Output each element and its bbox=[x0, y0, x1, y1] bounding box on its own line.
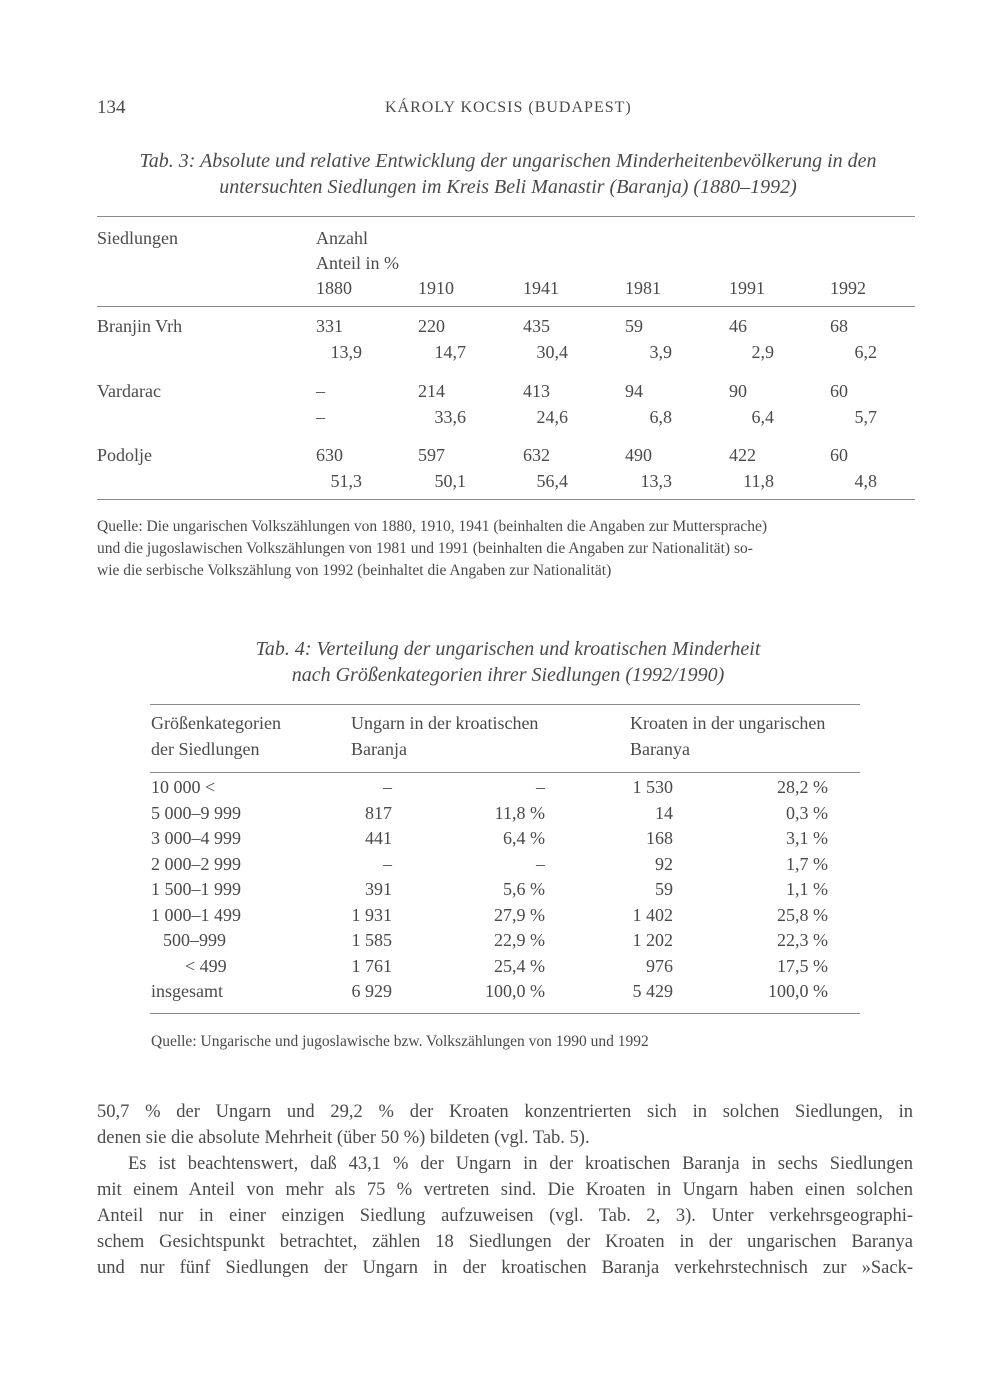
table4-hu-count: 1 761 bbox=[351, 955, 392, 976]
table3-abs-value: 630 bbox=[316, 445, 343, 465]
table3-col-share: Anteil in % bbox=[316, 253, 399, 273]
table4-hr-count: 92 bbox=[655, 853, 673, 874]
table4-hr-percent: 22,3 % bbox=[777, 930, 828, 950]
table3-abs-value: 60 bbox=[830, 445, 848, 465]
table4-caption-line1: Tab. 4: Verteilung der ungarischen und kroatischen Minderheit bbox=[255, 638, 761, 660]
table3-abs-value: 94 bbox=[625, 381, 643, 401]
running-title: KÁROLY KOCSIS (BUDAPEST) bbox=[385, 99, 632, 116]
table3-abs-value: 214 bbox=[418, 381, 445, 401]
table3-row-name: Branjin Vrh bbox=[97, 316, 183, 336]
table3-row-name: Vardarac bbox=[97, 381, 161, 401]
body-line: mit einem Anteil von mehr als 75 % vertreten sind. Die Kroaten in Ungarn haben einen solchen bbox=[97, 1180, 913, 1200]
table4-hu-count: 391 bbox=[365, 879, 392, 899]
table3-col-count: Anzahl bbox=[316, 228, 368, 248]
table4-category: 500–999 bbox=[163, 930, 226, 950]
table4-hu-count: 1 585 bbox=[351, 930, 392, 950]
table4-hr-percent: 100,0 % bbox=[768, 981, 828, 1001]
table3-year: 1941 bbox=[523, 278, 559, 298]
table4-hr-percent: 25,8 % bbox=[777, 904, 828, 925]
table4-category: 1 000–1 499 bbox=[151, 904, 241, 925]
table3-rel-value: 30,4 bbox=[536, 342, 568, 362]
table4-hu-count: – bbox=[383, 853, 392, 874]
table4-hu-count: 817 bbox=[365, 802, 392, 823]
table4-category: < 499 bbox=[185, 955, 227, 976]
table3-year: 1910 bbox=[418, 278, 454, 298]
table4-hr-percent: 28,2 % bbox=[777, 777, 828, 797]
table3-rel-value: 3,9 bbox=[649, 342, 672, 362]
table3-rel-value: 13,3 bbox=[640, 471, 672, 491]
table4-hu-count: 6 929 bbox=[351, 981, 392, 1001]
table4-hr-count: 976 bbox=[646, 955, 673, 976]
table4-hu-percent: 11,8 % bbox=[494, 802, 545, 823]
table4-hu-count: 1 931 bbox=[351, 904, 392, 925]
table3-abs-value: 46 bbox=[729, 316, 747, 336]
table4-category: 5 000–9 999 bbox=[151, 802, 241, 823]
table3-rel-value: 6,4 bbox=[751, 407, 774, 427]
table3-abs-value: 632 bbox=[523, 445, 550, 465]
table3-rel-value: 14,7 bbox=[434, 342, 466, 362]
table3-year: 1981 bbox=[625, 278, 661, 298]
table4-top-rule bbox=[150, 704, 860, 705]
body-paragraphs bbox=[97, 1099, 913, 1281]
table3-header-rule bbox=[97, 306, 915, 307]
table4-source: Quelle: Ungarische und jugoslawische bzw. Volkszählungen von 1990 und 1992 bbox=[151, 1033, 649, 1050]
table3-year: 1992 bbox=[830, 278, 866, 298]
table3-rel-value: 33,6 bbox=[434, 407, 466, 427]
table3-abs-value: 220 bbox=[418, 316, 445, 336]
table3-abs-value: 597 bbox=[418, 445, 445, 465]
body-line: denen sie die absolute Mehrheit (über 50 %) bildeten (vgl. Tab. 5). bbox=[97, 1128, 590, 1148]
table3-abs-value: 413 bbox=[523, 381, 550, 401]
table3-col-settlement: Siedlungen bbox=[97, 228, 178, 248]
body-line: und nur fünf Siedlungen der Ungarn in der kroatischen Baranja verkehrstechnisch zur »Sack- bbox=[97, 1258, 913, 1278]
table3-rel-value: 50,1 bbox=[434, 471, 466, 491]
table3-top-rule bbox=[97, 216, 915, 217]
table4-category: 2 000–2 999 bbox=[151, 853, 241, 874]
table4-hr-percent: 1,7 % bbox=[786, 853, 828, 874]
table3-rel-value: 2,9 bbox=[751, 342, 774, 362]
table4-col-hungarians-2: Baranja bbox=[351, 739, 407, 759]
table3-rel-value: 51,3 bbox=[330, 471, 362, 491]
table4-hu-percent: – bbox=[536, 777, 545, 797]
table4-header-rule bbox=[150, 772, 860, 773]
body-line: Anteil nur in einer einzigen Siedlung aufzuweisen (vgl. Tab. 2, 3). Unter verkehrsgeographi- bbox=[97, 1206, 913, 1226]
table4-hu-percent: 6,4 % bbox=[503, 828, 545, 848]
table4-hr-count: 168 bbox=[646, 828, 673, 848]
table3-year: 1880 bbox=[316, 278, 352, 298]
body-line: 50,7 % der Ungarn und 29,2 % der Kroaten konzentrierten sich in solchen Siedlungen, in bbox=[97, 1102, 913, 1122]
table3-rel-value: 56,4 bbox=[536, 471, 568, 491]
table3-abs-value: 490 bbox=[625, 445, 652, 465]
table4-hr-count: 1 202 bbox=[632, 930, 673, 950]
table4-hu-percent: 27,9 % bbox=[494, 904, 545, 925]
table3-abs-value: 435 bbox=[523, 316, 550, 336]
table4-caption-line2: nach Größenkategorien ihrer Siedlungen (1992/1990) bbox=[291, 664, 725, 686]
table4-hr-count: 14 bbox=[655, 802, 673, 823]
table4-col-category-2: der Siedlungen bbox=[151, 739, 260, 759]
table4-col-hungarians: Ungarn in der kroatischen bbox=[351, 713, 539, 733]
table3-source-line1: Quelle: Die ungarischen Volkszählungen von 1880, 1910, 1941 (beinhalten die Angaben zur Muttersprache) bbox=[97, 518, 768, 535]
table3-abs-value: – bbox=[316, 381, 325, 401]
table4-hu-count: – bbox=[383, 777, 392, 797]
table4-hu-percent: 22,9 % bbox=[494, 930, 545, 950]
table4-hr-percent: 1,1 % bbox=[786, 879, 828, 899]
table3-rel-value: 4,8 bbox=[854, 471, 877, 491]
table3-rel-value: – bbox=[316, 407, 325, 427]
body-line: Es ist beachtenswert, daß 43,1 % der Ungarn in der kroatischen Baranja in sechs Siedlungen bbox=[128, 1154, 913, 1174]
table4-category: 3 000–4 999 bbox=[151, 828, 241, 848]
table4-hr-count: 1 530 bbox=[632, 777, 673, 797]
table3-year: 1991 bbox=[729, 278, 765, 298]
table4-category: 1 500–1 999 bbox=[151, 879, 241, 899]
table3-rel-value: 11,8 bbox=[743, 471, 774, 491]
table3-caption-line1: Tab. 3: Absolute und relative Entwicklung der ungarischen Minderheitenbevölkerung in den bbox=[139, 150, 877, 172]
table4-hu-count: 441 bbox=[365, 828, 392, 848]
table3-rel-value: 6,8 bbox=[649, 407, 672, 427]
table3-abs-value: 60 bbox=[830, 381, 848, 401]
table3-abs-value: 90 bbox=[729, 381, 747, 401]
table4-hr-count: 1 402 bbox=[632, 904, 673, 925]
table4-hr-count: 59 bbox=[655, 879, 673, 899]
table3-rel-value: 13,9 bbox=[330, 342, 362, 362]
table4-col-croats-2: Baranya bbox=[630, 739, 690, 759]
table4-bottom-rule bbox=[150, 1013, 860, 1014]
page-number: 134 bbox=[97, 97, 126, 118]
table4-hr-count: 5 429 bbox=[632, 981, 673, 1001]
table4-category: insgesamt bbox=[151, 981, 223, 1001]
table4-hu-percent: 100,0 % bbox=[485, 981, 545, 1001]
table3-caption-line2: untersuchten Siedlungen im Kreis Beli Manastir (Baranja) (1880–1992) bbox=[219, 176, 797, 198]
table4-hr-percent: 17,5 % bbox=[777, 955, 828, 976]
table3-abs-value: 422 bbox=[729, 445, 756, 465]
table4-hu-percent: 5,6 % bbox=[503, 879, 545, 899]
table4-col-category: Größenkategorien bbox=[151, 713, 281, 733]
table4-category: 10 000 < bbox=[151, 777, 216, 797]
table3-rel-value: 5,7 bbox=[854, 407, 877, 427]
table3-abs-value: 331 bbox=[316, 316, 343, 336]
body-line: schem Gesichtspunkt betrachtet, zählen 18 Siedlungen der Kroaten in der ungarischen Baranya bbox=[97, 1232, 913, 1252]
table3-abs-value: 68 bbox=[830, 316, 848, 336]
table3-abs-value: 59 bbox=[625, 316, 643, 336]
table4-hr-percent: 0,3 % bbox=[786, 802, 828, 823]
table3-row-name: Podolje bbox=[97, 445, 153, 465]
table3-source-line2: und die jugoslawischen Volkszählungen von 1981 und 1991 (beinhalten die Angaben zur Nationalität) so- bbox=[97, 540, 753, 557]
table3-source-line3: wie die serbische Volkszählung von 1992 (beinhaltet die Angaben zur Nationalität) bbox=[97, 562, 612, 579]
table4-col-croats: Kroaten in der ungarischen bbox=[630, 713, 826, 733]
table4-hr-percent: 3,1 % bbox=[786, 828, 828, 848]
table3-rel-value: 24,6 bbox=[536, 407, 568, 427]
table3-bottom-rule bbox=[97, 499, 915, 500]
table4-hu-percent: – bbox=[536, 853, 545, 874]
table3-rel-value: 6,2 bbox=[854, 342, 877, 362]
table4-hu-percent: 25,4 % bbox=[494, 955, 545, 976]
